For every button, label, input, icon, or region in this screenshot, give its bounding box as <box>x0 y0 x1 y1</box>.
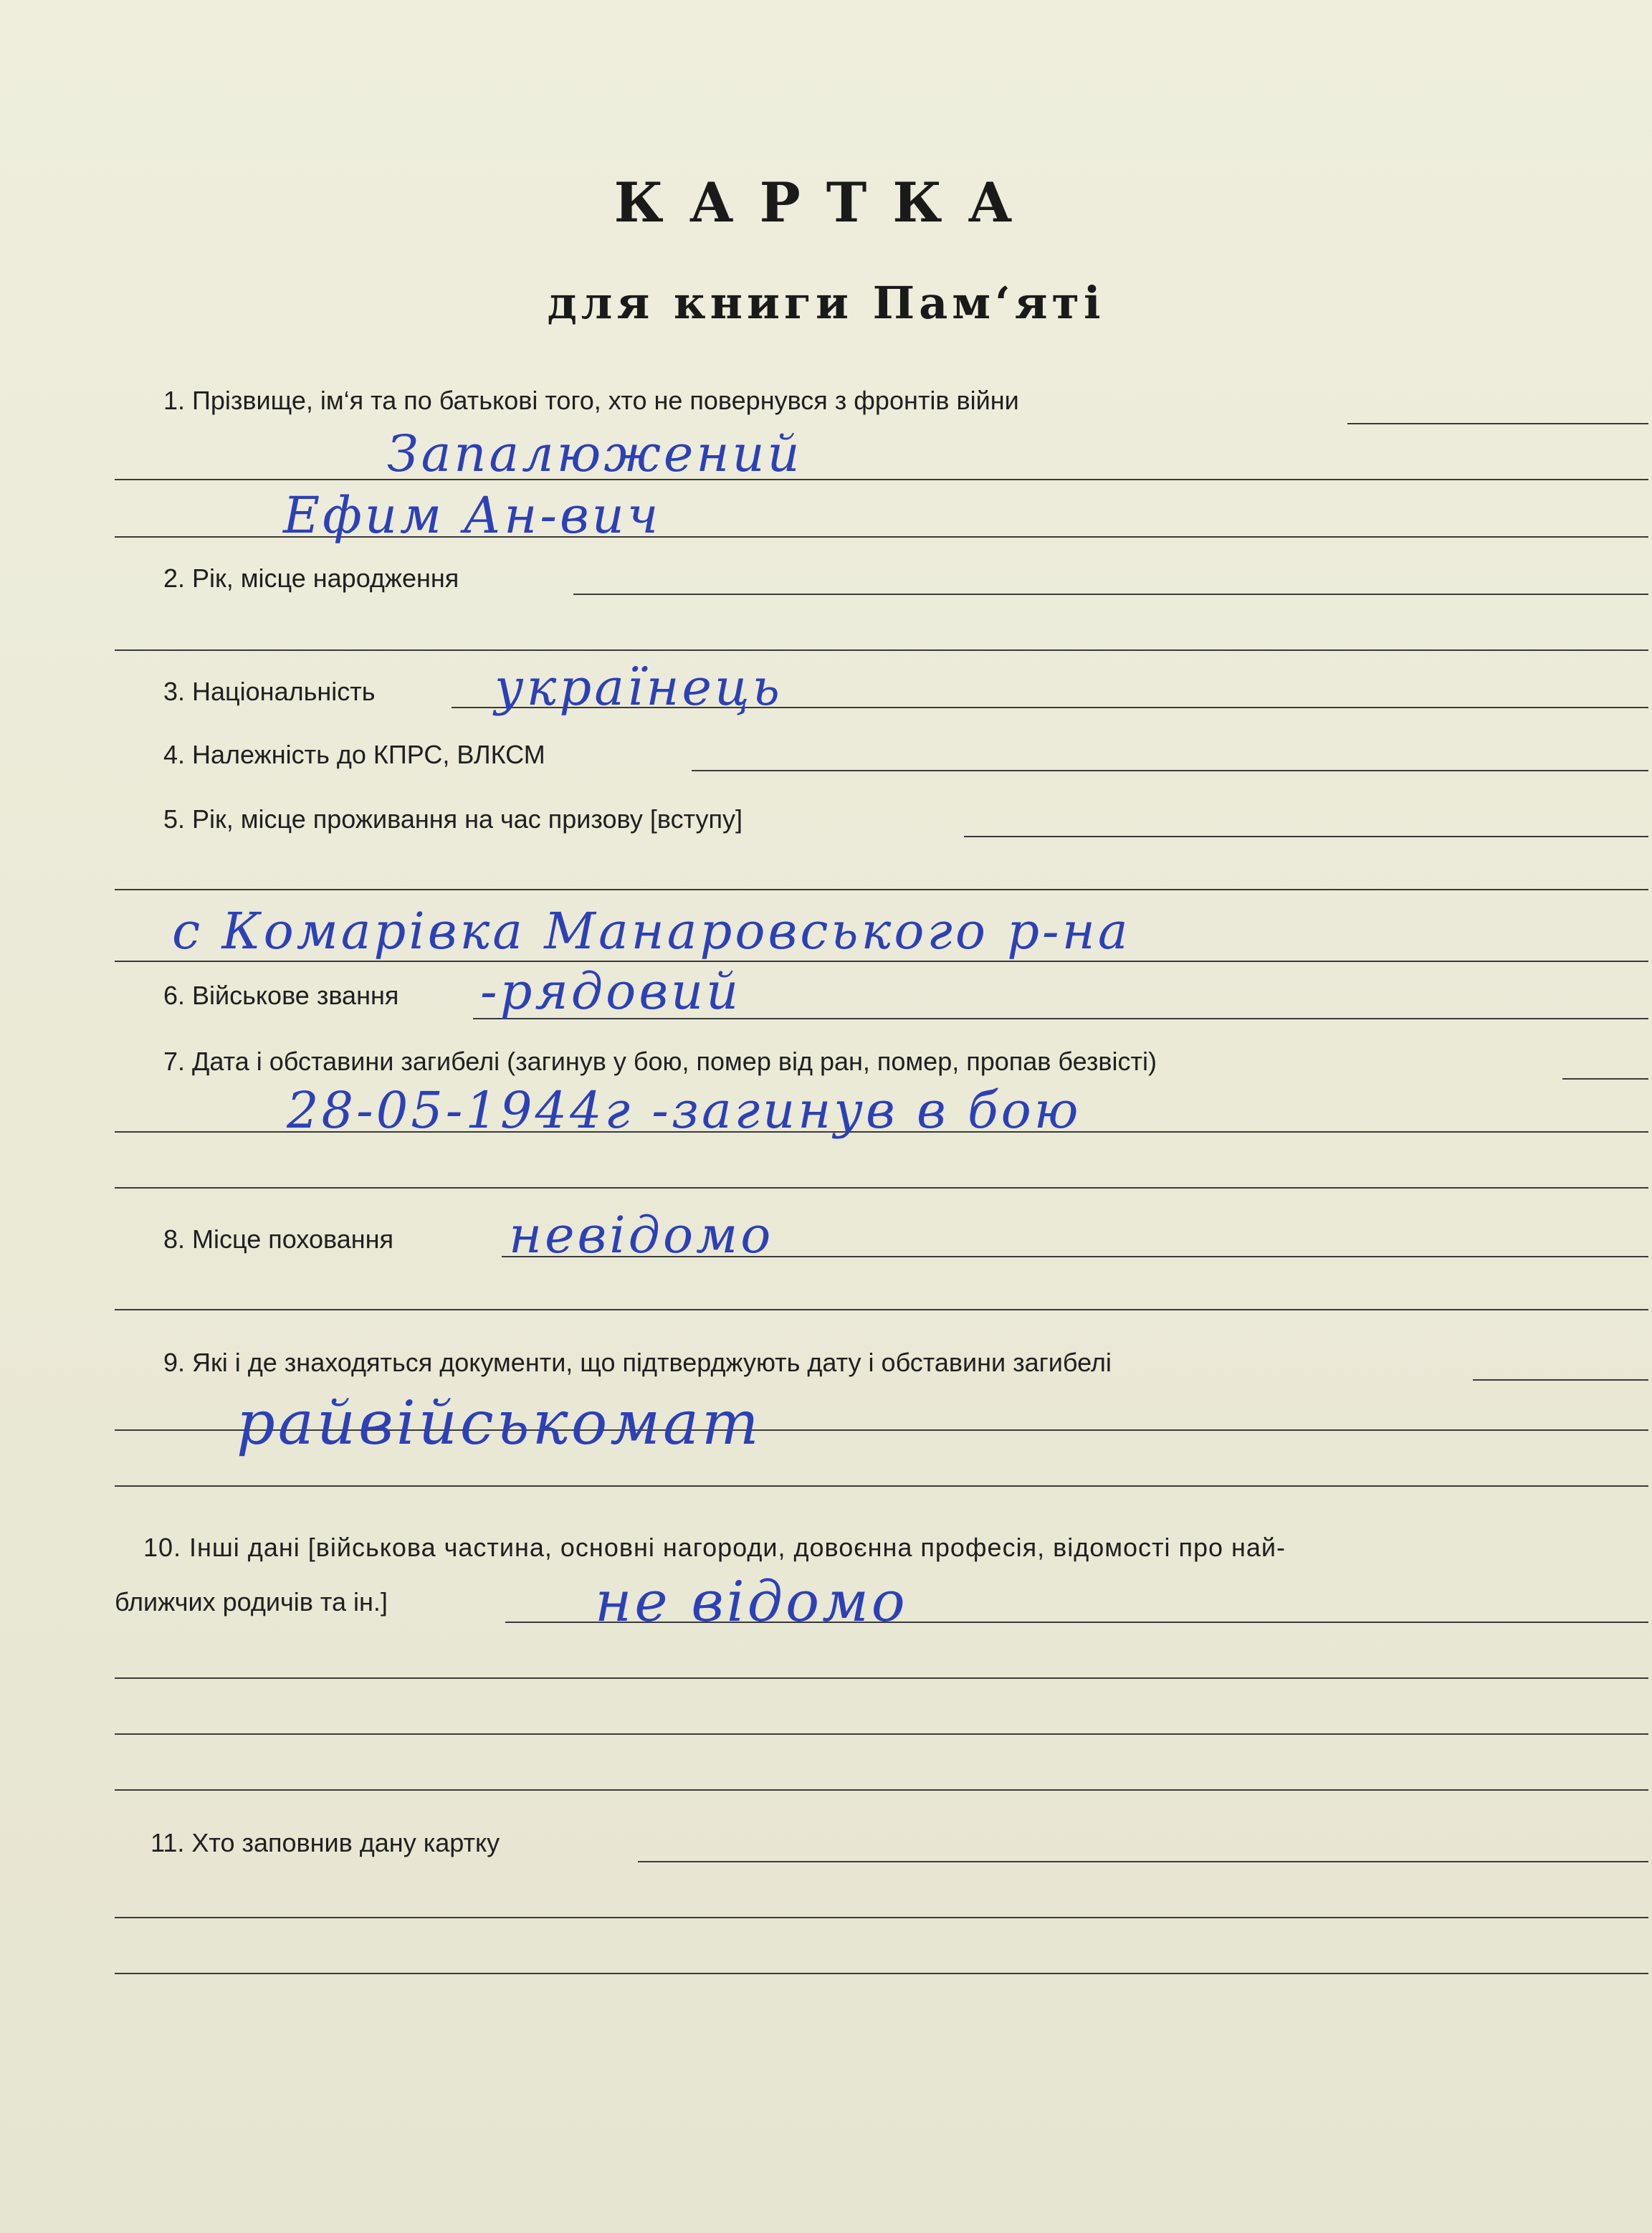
field-2-line-2 <box>115 649 1648 651</box>
field-1-value-surname: Запалюжений <box>387 424 803 483</box>
field-9-label: 9. Які і де знаходяться документи, що підтверджують дату і обставини загибелі <box>163 1348 1112 1377</box>
field-4-label: 4. Належність до КПРС, ВЛКСМ <box>163 740 545 769</box>
field-9-line <box>1473 1379 1648 1381</box>
field-10-label: 10. Інші дані [військова частина, основні нагороди, довоєнна професія, відомості про най- <box>143 1533 1286 1562</box>
field-3-label: 3. Національність <box>163 677 376 706</box>
field-5-label: 5. Рік, місце проживання на час призову [вступу] <box>163 804 743 834</box>
card-subtitle: для книги Пам‘яті <box>547 277 1105 329</box>
field-7-line-3 <box>115 1187 1648 1189</box>
field-7-line <box>1562 1078 1648 1080</box>
field-10-value: не відомо <box>595 1570 908 1634</box>
field-8-value: невідомо <box>509 1206 774 1265</box>
field-5-line-2 <box>115 889 1648 890</box>
field-6-label: 6. Військове звання <box>163 981 399 1010</box>
field-3-value: українець <box>495 658 783 717</box>
field-8-line-2 <box>115 1309 1648 1310</box>
field-10-line-3 <box>115 1733 1648 1735</box>
field-11-line-2 <box>115 1917 1648 1918</box>
field-5-value: с Комарівка Манаровського р-на <box>172 902 1131 961</box>
field-5-line-3 <box>115 961 1648 962</box>
field-9-value: райвійськомат <box>237 1388 762 1458</box>
field-11-label: 11. Хто заповнив дану картку <box>151 1828 500 1857</box>
field-11-line <box>638 1861 1648 1862</box>
field-5-line <box>964 836 1648 837</box>
field-10-line-2 <box>115 1677 1648 1679</box>
field-1-label: 1. Прізвище, ім‘я та по батькові того, хто не повернувся з фронтів війни <box>163 386 1019 415</box>
field-1-value-name: Ефим Ан-вич <box>283 486 662 545</box>
field-9-line-3 <box>115 1485 1648 1487</box>
field-8-label: 8. Місце поховання <box>163 1224 393 1254</box>
field-4-line <box>692 770 1648 771</box>
field-1-line-2 <box>115 479 1648 480</box>
field-11-line-3 <box>115 1973 1648 1974</box>
card-title: КАРТКА <box>613 171 1039 234</box>
field-6-value: -рядовий <box>480 962 742 1021</box>
field-1-line <box>1347 423 1648 424</box>
field-10-label-cont: ближчих родичів та ін.] <box>115 1587 388 1617</box>
field-2-label: 2. Рік, місце народження <box>163 563 459 593</box>
field-7-label: 7. Дата і обставини загибелі (загинув у бою, помер від ран, помер, пропав безвісті) <box>163 1047 1157 1076</box>
field-10-line-4 <box>115 1789 1648 1791</box>
field-7-value: 28-05-1944г -загинув в бою <box>287 1081 1082 1140</box>
field-2-line <box>573 594 1648 595</box>
